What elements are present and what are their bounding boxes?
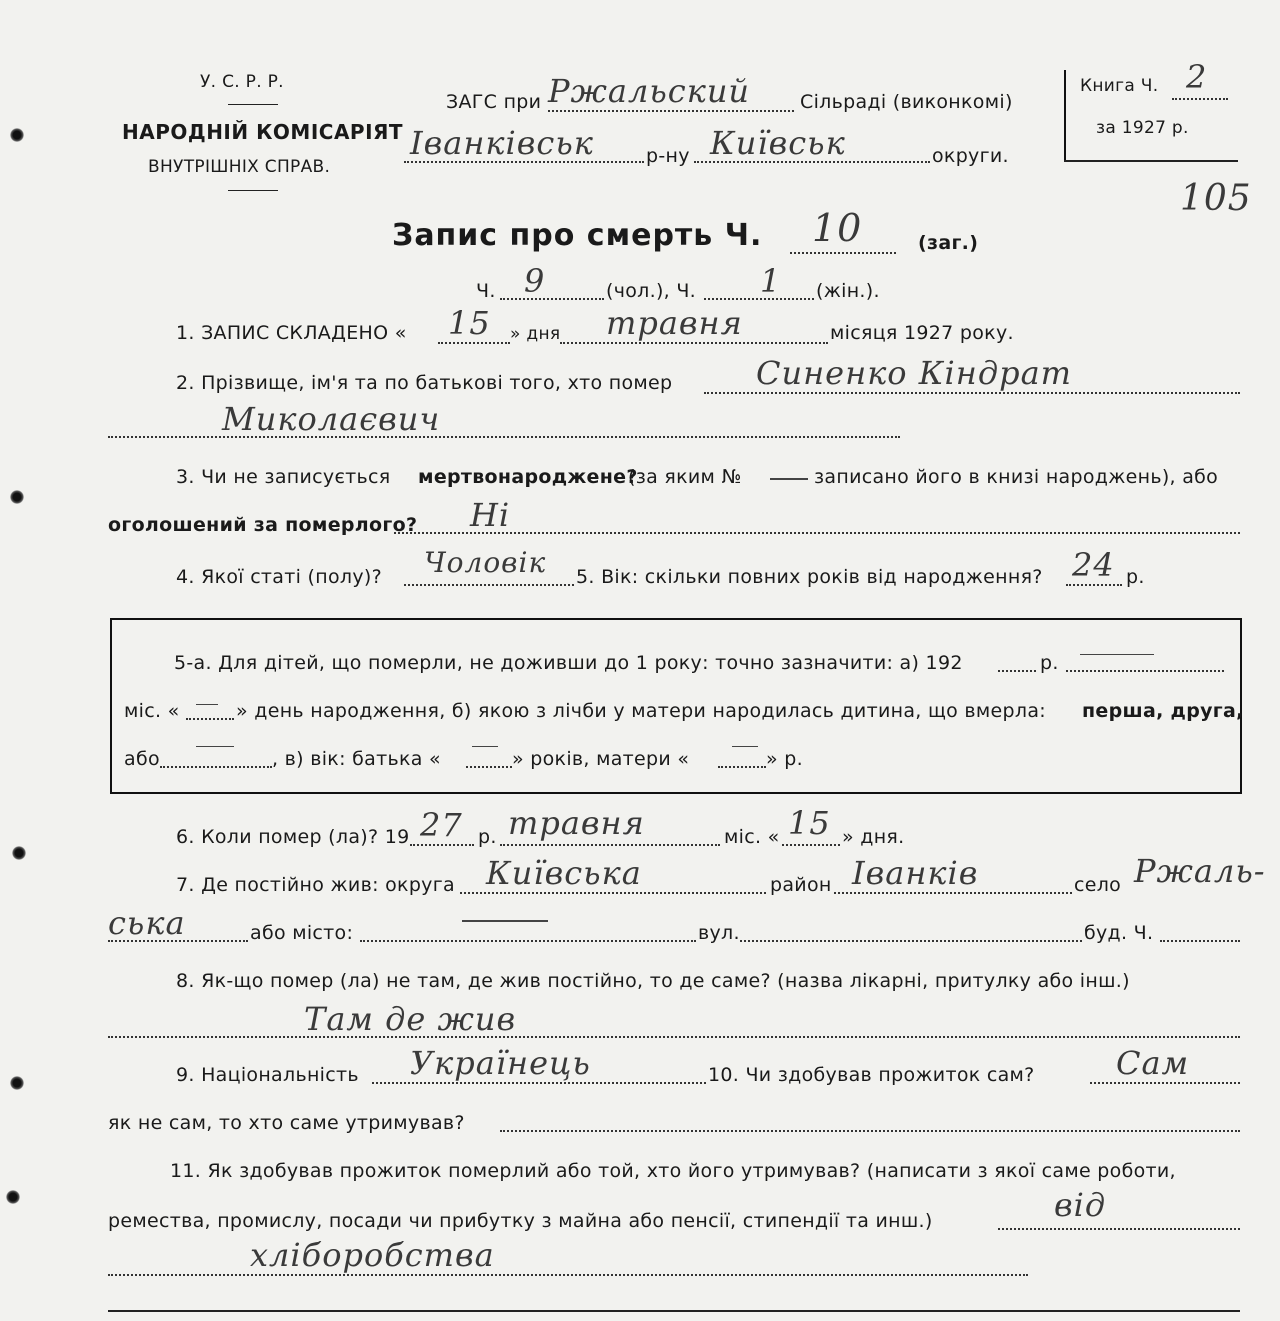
f5a-line3d: » р. — [766, 748, 803, 770]
f5a-line2-bold: перша, друга, — [1082, 700, 1244, 722]
f5-age: 24 — [1072, 546, 1115, 584]
f11-answer2: хліборобства — [250, 1236, 495, 1274]
f11-answer1: від — [1054, 1186, 1107, 1224]
f7-okruha: Київська — [486, 854, 642, 892]
f1-label: 1. ЗАПИС СКЛАДЕНО « — [176, 322, 407, 344]
f2-name: Синенко Кіндрат — [756, 354, 1072, 392]
record-title: Запис про смерть Ч. — [392, 218, 763, 253]
male-label: (чол.), Ч. — [606, 280, 697, 302]
f5-age-suffix: р. — [1126, 566, 1145, 588]
fill-line — [108, 1036, 1240, 1038]
f4-label: 4. Якої статі (полу)? — [176, 566, 382, 588]
f1-tail: місяця 1927 року. — [830, 322, 1014, 344]
f1-day-suffix: » дня — [510, 324, 561, 344]
rayon-value: Іванківськ — [410, 124, 594, 162]
f2-label: 2. Прізвище, ім'я та по батькові того, хто помер — [176, 372, 673, 394]
fill-line — [1066, 670, 1224, 672]
fill-line — [704, 392, 1240, 394]
f8-label: 8. Як-що помер (ла) не там, де жив постійно, то де саме? (назва лікарні, притулку або інш.) — [176, 970, 1130, 992]
book-label: Книга Ч. — [1080, 76, 1159, 96]
fill-line — [500, 298, 604, 300]
f3-line1c: записано його в книзі народжень), або — [814, 466, 1219, 488]
fill-line — [1066, 584, 1122, 586]
fill-line — [1090, 1082, 1240, 1084]
f7-selo-cont: ська — [108, 904, 186, 942]
fill-line — [438, 342, 510, 344]
fill-line — [108, 940, 248, 942]
zags-village: Ржальский — [548, 72, 751, 110]
silradi-label: Сільраді (виконкомі) — [800, 91, 1013, 113]
f1-day: 15 — [448, 304, 491, 342]
f6-year-suffix: р. — [478, 826, 497, 848]
rayon-suffix: р-ну — [646, 145, 690, 167]
f5a-line1-r: р. — [1040, 652, 1059, 674]
divider — [228, 104, 278, 105]
f6-day: 15 — [788, 804, 831, 842]
binder-hole — [12, 846, 26, 860]
f6-day-suffix: » дня. — [842, 826, 905, 848]
fill-line — [704, 298, 814, 300]
f5a-line2b: » день народження, б) якою з лічби у матери народилась дитина, що вмерла: — [236, 700, 1046, 722]
f6-year: 27 — [420, 806, 463, 844]
okruha-value: Київськ — [710, 124, 846, 162]
f7-selo-label: село — [1074, 874, 1122, 896]
f8-answer: Там де жив — [304, 1000, 517, 1038]
f7-rayon: Іванків — [852, 854, 979, 892]
f9-label: 9. Національність — [176, 1064, 359, 1086]
zag-label: (заг.) — [918, 232, 979, 254]
book-underline — [1064, 160, 1238, 162]
fill-line — [466, 766, 512, 768]
fill-line — [560, 342, 828, 344]
f7-label: 7. Де постійно жив: округа — [176, 874, 455, 896]
f7-street-label: вул. — [698, 922, 740, 944]
margin-number: 105 — [1180, 178, 1252, 219]
fill-line — [360, 940, 696, 942]
binder-hole — [6, 1190, 20, 1204]
blank-dash — [472, 746, 498, 747]
f5a-line2a: міс. « — [124, 700, 180, 722]
f5a-line3a: або — [124, 748, 160, 770]
female-count: 1 — [760, 262, 782, 300]
f11-line2: ремества, промислу, посади чи прибутку з майна або пенсії, стипендії та инш.) — [108, 1210, 933, 1232]
fill-line — [1172, 98, 1228, 100]
fill-line — [500, 844, 720, 846]
fill-line — [394, 532, 1240, 534]
fill-line — [108, 436, 900, 438]
f10-line2: як не сам, то хто саме утримував? — [108, 1112, 465, 1134]
f6-mis: міс. « — [724, 826, 780, 848]
f1-month: травня — [606, 304, 743, 342]
fill-line — [718, 766, 766, 768]
fill-line — [1160, 940, 1240, 942]
f3-answer: Ні — [470, 496, 511, 534]
record-number: 10 — [812, 206, 863, 250]
fill-line — [404, 161, 644, 163]
f3-declared: оголошений за померлого? — [108, 514, 418, 536]
f6-month: травня — [508, 804, 645, 842]
f7-city-label: або місто: — [250, 922, 354, 944]
divider — [228, 190, 278, 191]
f5a-line1: 5-а. Для дітей, що померли, не доживши до 1 року: точно зазначити: а) 192 — [174, 652, 963, 674]
f6-label: 6. Коли помер (ла)? 19 — [176, 826, 410, 848]
f2-patronymic: Миколаєвич — [222, 400, 441, 438]
bottom-rule — [108, 1310, 1240, 1312]
okruha-suffix: округи. — [932, 145, 1009, 167]
book-number: 2 — [1186, 58, 1208, 96]
f7-rayon-label: район — [770, 874, 832, 896]
fill-line — [782, 844, 840, 846]
f3-line1b: (за яким № — [628, 466, 742, 488]
binder-hole — [10, 1076, 24, 1090]
book-bracket — [1064, 70, 1066, 162]
fill-line — [998, 670, 1036, 672]
blank-dash — [462, 920, 548, 922]
f5a-line3b: , в) вік: батька « — [272, 748, 441, 770]
f10-label: 10. Чи здобував прожиток сам? — [708, 1064, 1035, 1086]
blank-dash — [732, 746, 758, 747]
f5-age-label: 5. Вік: скільки повних років від народження? — [576, 566, 1043, 588]
zags-prefix: ЗАГС при — [446, 91, 542, 113]
f4-sex: Чоловік — [424, 546, 547, 579]
fill-line — [694, 161, 930, 163]
republic-label: У. С. Р. Р. — [200, 72, 284, 92]
fill-line — [790, 252, 896, 254]
department-label: ВНУТРІШНІХ СПРАВ. — [148, 157, 331, 177]
fill-line — [500, 1130, 1240, 1132]
blank-dash — [196, 704, 218, 705]
f10-answer: Сам — [1116, 1044, 1190, 1082]
binder-hole — [10, 128, 24, 142]
f3-stillborn: мертвонароджене? — [418, 466, 638, 488]
fill-line — [108, 1274, 1028, 1276]
binder-hole — [10, 490, 24, 504]
fill-line — [186, 718, 234, 720]
blank-dash — [1080, 654, 1154, 655]
male-count: 9 — [524, 262, 546, 300]
fill-line — [372, 1082, 706, 1084]
fill-line — [834, 892, 1072, 894]
fill-line — [548, 110, 794, 112]
female-label: (жін.). — [816, 280, 880, 302]
fill-line — [404, 584, 574, 586]
f9-nationality: Українець — [410, 1044, 591, 1082]
fill-line — [160, 766, 272, 768]
f7-selo: Ржаль- — [1134, 852, 1266, 890]
blank-dash — [196, 746, 234, 747]
male-count-prefix: Ч. — [476, 280, 496, 302]
f3-line1: 3. Чи не записується — [176, 466, 391, 488]
f5a-line3c: » років, матери « — [512, 748, 690, 770]
fill-line — [740, 940, 1082, 942]
commissariat-label: НАРОДНІЙ КОМІСАРІЯТ — [122, 120, 404, 144]
year-label: за 1927 р. — [1096, 118, 1189, 138]
fill-line — [410, 844, 474, 846]
fill-line — [998, 1228, 1240, 1230]
fill-line — [460, 892, 766, 894]
f7-house-label: буд. Ч. — [1084, 922, 1154, 944]
blank-dash — [770, 478, 808, 480]
f11-line1: 11. Як здобував прожиток померлий або той, хто його утримував? (написати з якої саме роботи, — [170, 1160, 1176, 1182]
